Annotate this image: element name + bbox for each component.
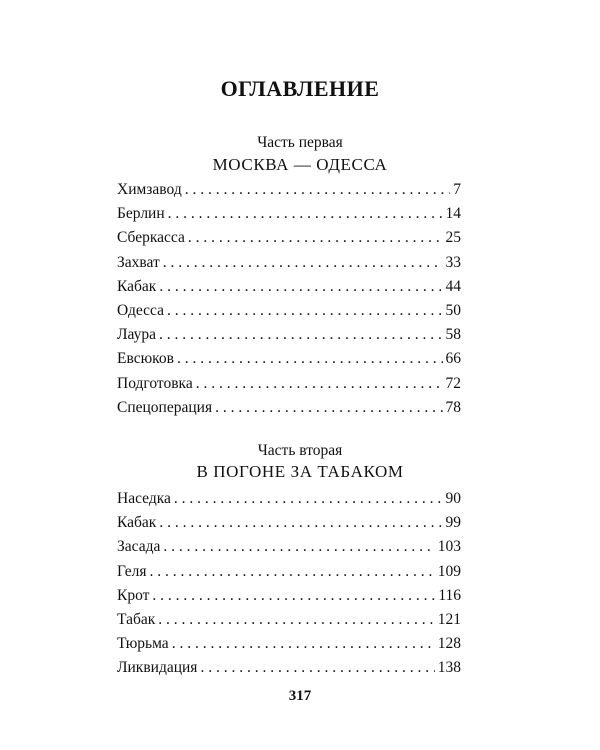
toc-entry xyxy=(117,535,461,559)
toc-entry xyxy=(117,560,461,584)
dot-leader xyxy=(167,299,443,323)
toc-entry-page: 90 xyxy=(445,490,461,507)
dot-leader xyxy=(158,608,434,632)
toc-entry-title: Химзавод xyxy=(117,181,182,198)
dot-leader xyxy=(177,347,443,371)
toc-entry-page: 99 xyxy=(445,514,461,532)
toc-entry-title: Берлин xyxy=(117,205,165,223)
dot-leader xyxy=(215,396,442,420)
dot-leader xyxy=(185,178,451,202)
toc-entry-title: Кабак xyxy=(117,514,157,532)
toc-entry-page: 72 xyxy=(445,374,461,392)
toc-entry xyxy=(117,202,461,226)
toc-entry xyxy=(117,347,461,371)
toc-entry xyxy=(117,608,461,632)
toc-entry xyxy=(117,251,461,275)
toc-entry-title: Засада xyxy=(117,538,161,556)
dot-leader xyxy=(174,487,443,511)
dot-leader xyxy=(200,656,434,680)
part-2-toc-list xyxy=(117,487,461,681)
dot-leader xyxy=(172,632,435,656)
toc-entry-title: Табак xyxy=(117,610,156,628)
toc-entry xyxy=(117,584,461,608)
toc-entry-page: 103 xyxy=(437,538,461,556)
part-2-label: Часть вторая xyxy=(257,442,343,459)
toc-entry-page: 121 xyxy=(437,610,461,628)
part-1-title: МОСКВА — ОДЕССА xyxy=(212,155,388,174)
part-2-title: В ПОГОНЕ ЗА ТАБАКОМ xyxy=(196,462,404,481)
toc-entry-page: 78 xyxy=(445,398,461,416)
toc-entry xyxy=(117,299,461,323)
toc-entry-title: Наседка xyxy=(117,490,171,507)
toc-entry xyxy=(117,323,461,347)
toc-entry xyxy=(117,226,461,250)
dot-leader xyxy=(196,372,443,396)
toc-entry xyxy=(117,372,461,396)
toc-entry xyxy=(117,511,461,535)
toc-entry-page: 128 xyxy=(437,635,461,653)
toc-entry-page: 14 xyxy=(445,205,461,223)
toc-entry-page: 50 xyxy=(445,301,461,319)
toc-entry-title: Геля xyxy=(117,562,147,580)
dot-leader xyxy=(159,275,442,299)
dot-leader xyxy=(163,535,434,559)
toc-entry-title: Лаура xyxy=(117,326,156,344)
toc-entry-page: 66 xyxy=(445,350,461,368)
dot-leader xyxy=(188,226,443,250)
toc-entry-title: Захват xyxy=(117,253,160,271)
toc-entry-title: Тюрьма xyxy=(117,635,169,653)
toc-entry xyxy=(117,632,461,656)
toc-entry-title: Крот xyxy=(117,586,150,604)
toc-entry-title: Сберкасса xyxy=(117,229,185,247)
toc-entry-page: 7 xyxy=(453,181,461,198)
toc-entry-title: Одесса xyxy=(117,301,164,319)
toc-entry xyxy=(117,275,461,299)
toc-entry xyxy=(117,656,461,680)
toc-entry-title: Спецоперация xyxy=(117,398,213,416)
toc-entry xyxy=(117,396,461,420)
toc-entry-title: Ликвидация xyxy=(117,659,198,677)
toc-entry-page: 25 xyxy=(445,229,461,247)
toc-title: ОГЛАВЛЕНИЕ xyxy=(220,76,380,101)
toc-entry-title: Евсюков xyxy=(117,350,174,368)
toc-entry xyxy=(117,487,461,511)
dot-leader xyxy=(159,511,442,535)
dot-leader xyxy=(159,323,443,347)
dot-leader xyxy=(152,584,435,608)
toc-entry-page: 138 xyxy=(437,659,461,677)
part-1-toc-list xyxy=(117,178,461,420)
toc-entry-page: 116 xyxy=(438,586,461,604)
toc-entry-page: 109 xyxy=(437,562,461,580)
toc-entry xyxy=(117,178,461,202)
dot-leader xyxy=(163,251,443,275)
toc-entry-title: Кабак xyxy=(117,277,157,295)
toc-entry-page: 44 xyxy=(445,277,461,295)
part-1-label: Часть первая xyxy=(257,134,343,151)
toc-entry-title: Подготовка xyxy=(117,374,193,392)
page-number: 317 xyxy=(288,688,312,704)
dot-leader xyxy=(150,560,435,584)
toc-entry-page: 33 xyxy=(445,253,461,271)
toc-entry-page: 58 xyxy=(445,326,461,344)
dot-leader xyxy=(168,202,443,226)
